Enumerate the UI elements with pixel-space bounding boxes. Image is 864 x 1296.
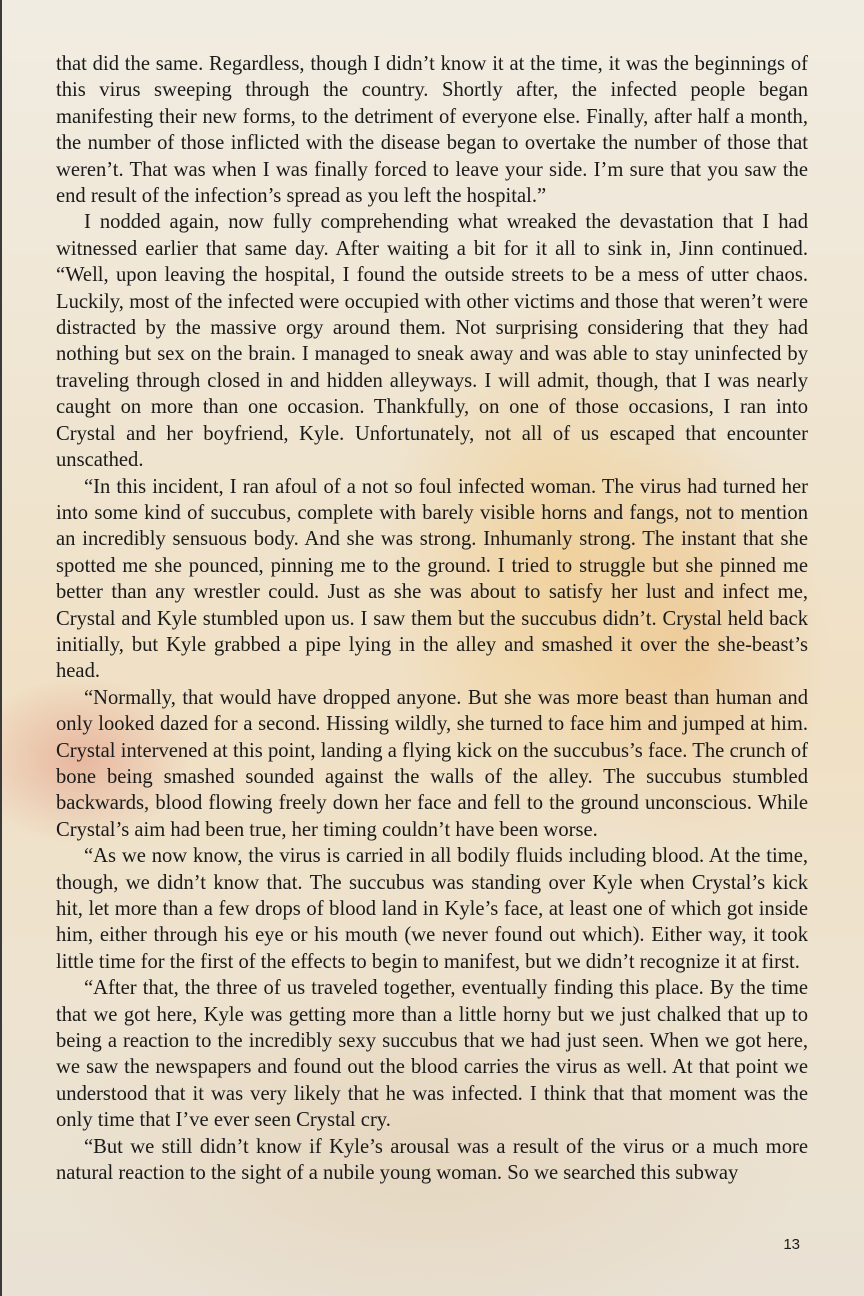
paragraph-3: “In this incident, I ran afoul of a not so foul infected woman. The virus had turned her into some kind of succubus, complete with barely visible horns and fangs, not to mention an incredibly sensuous body. And she was strong. Inhumanly strong. The instant that she spotted me she pounced, pinning me to the ground. I tried to struggle but she pinned me better than any wrestler could. Just as she was about to satisfy her lust and infect me, Crystal and Kyle stumbled upon us. I saw them but the succubus didn’t. Crystal held back initially, but Kyle grabbed a pipe lying in the alley and smashed it over the she-beast’s head.: [56, 475, 808, 683]
paragraph-1: that did the same. Regardless, though I didn’t know it at the time, it was the beginnings of this virus sweeping through the country. Shortly after, the infected people began manifesting their new forms, to the detriment of everyone else. Finally, after half a month, the number of those inflicted with the disease began to overtake the number of those that weren’t. That was when I was finally forced to leave your side. I’m sure that you saw the end result of the infection’s spread as you left the hospital.”: [56, 53, 808, 208]
paragraph-5: “As we now know, the virus is carried in all bodily fluids including blood. At the time, though, we didn’t know that. The succubus was standing over Kyle when Crystal’s kick hit, let more than a few drops of blood land in Kyle’s face, at least one of which got inside him, either through his eye or his mouth (we never found out which). Either way, it took little time for the first of the effects to begin to manifest, but we didn’t recognize it at first.: [56, 845, 808, 973]
body-text: [56, 51, 808, 1186]
page-number: 13: [783, 1236, 800, 1253]
paragraph-6: “After that, the three of us traveled together, eventually finding this place. By the time that we got here, Kyle was getting more than a little horny but we just chalked that up to being a reaction to the incredibly sexy succubus that we had just seen. When we got here, we saw the newspapers and found out the blood carries the virus as well. At that point we understood that it was very likely that he was infected. I think that that moment was the only time that I’ve ever seen Crystal cry.: [56, 977, 808, 1132]
paragraph-4: “Normally, that would have dropped anyone. But she was more beast than human and only looked dazed for a second. Hissing wildly, she turned to face him and jumped at him. Crystal intervened at this point, landing a flying kick on the succubus’s face. The crunch of bone being smashed sounded against the walls of the alley. The succubus stumbled backwards, blood flowing freely down her face and fell to the ground unconscious. While Crystal’s aim had been true, her timing couldn’t have been worse.: [56, 686, 808, 841]
paragraph-2: I nodded again, now fully comprehending what wreaked the devastation that I had witnessed earlier that same day. After waiting a bit for it all to sink in, Jinn continued. “Well, upon leaving the hospital, I found the outside streets to be a mess of utter chaos. Luckily, most of the infected were occupied with other victims and those that weren’t were distracted by the massive orgy around them. Not surprising considering that they had nothing but sex on the brain. I managed to sneak away and was able to stay uninfected by traveling through closed in and hidden alleyways. I will admit, though, that I was nearly caught on more than one occasion. Thankfully, on one of those occasions, I ran into Crystal and her boyfriend, Kyle. Unfortunately, not all of us escaped that encounter unscathed.: [56, 211, 808, 472]
paragraph-7: “But we still didn’t know if Kyle’s arousal was a result of the virus or a much more natural reaction to the sight of a nubile young woman. So we searched this subway: [56, 1135, 808, 1185]
page-left-border: [0, 0, 2, 1296]
